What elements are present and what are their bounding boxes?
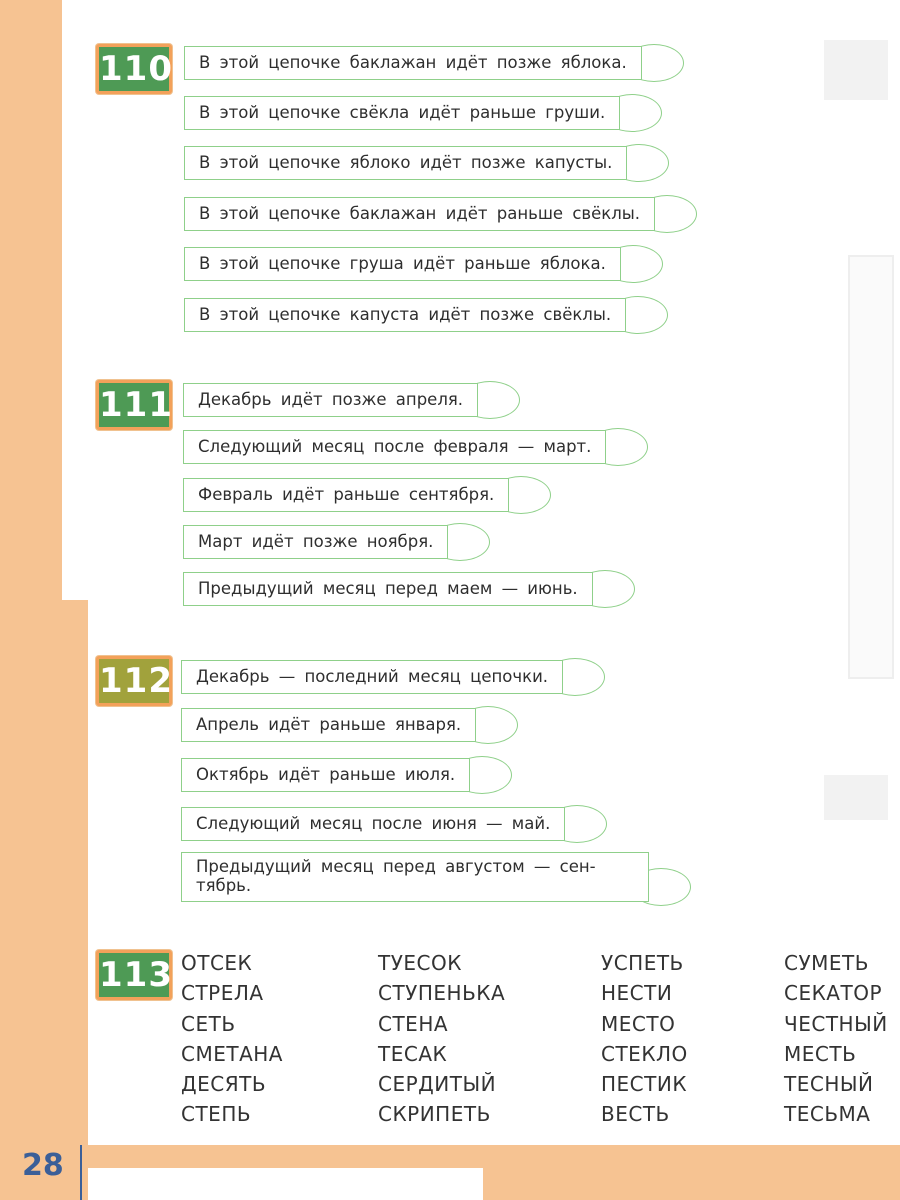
- statement-row[interactable]: [184, 94, 662, 132]
- page-number: 28: [22, 1148, 64, 1183]
- word: СТЕПЬ: [181, 1102, 252, 1127]
- statement-row[interactable]: [184, 44, 684, 82]
- bleed-through-shape: [824, 775, 888, 820]
- word: ТЕСАК: [378, 1041, 448, 1066]
- statement-row[interactable]: [181, 706, 518, 744]
- word-column: [601, 948, 688, 1130]
- word: ДЕСЯТЬ: [181, 1072, 267, 1097]
- bleed-through-shape: [824, 40, 888, 100]
- statement-text: Февраль идёт раньше сентября.: [183, 478, 509, 512]
- word: НЕСТИ: [601, 981, 673, 1006]
- footer-cutout: [88, 1168, 483, 1200]
- word: МЕСТО: [601, 1011, 676, 1036]
- statement-text: Октябрь идёт раньше июля.: [181, 758, 470, 792]
- statement-row[interactable]: [183, 476, 551, 514]
- statement-text: Март идёт позже ноября.: [183, 525, 448, 559]
- statement-text: Предыдущий месяц перед августом — сен-тябрь.: [181, 852, 649, 902]
- word: ОТСЕК: [181, 951, 253, 975]
- statement-row[interactable]: [181, 756, 512, 794]
- statement-text: В этой цепочке капуста идёт позже свёклы.: [184, 298, 626, 332]
- statement-text: Апрель идёт раньше января.: [181, 708, 476, 742]
- word: СКРИПЕТЬ: [378, 1102, 491, 1127]
- statement-row[interactable]: [183, 381, 520, 419]
- statement-text: Декабрь идёт позже апреля.: [183, 383, 478, 417]
- word: СТРЕЛА: [181, 981, 264, 1006]
- word-column: [378, 948, 505, 1130]
- word: МЕСТЬ: [784, 1041, 857, 1066]
- statement-text: В этой цепочке баклажан идёт раньше свёклы.: [184, 197, 655, 231]
- word: СЕКАТОР: [784, 981, 883, 1006]
- word: ВЕСТЬ: [601, 1102, 670, 1127]
- footer-divider: [80, 1145, 82, 1200]
- statement-text: Декабрь — последний месяц цепочки.: [181, 660, 563, 694]
- statement-text: В этой цепочке груша идёт раньше яблока.: [184, 247, 621, 281]
- statement-row[interactable]: [181, 805, 607, 843]
- word: СЕТЬ: [181, 1011, 236, 1036]
- task-number-badge: 111: [96, 380, 172, 430]
- word: ЧЕСТНЫЙ: [784, 1011, 888, 1036]
- word: СТЕКЛО: [601, 1041, 688, 1066]
- task-number-badge: 110: [96, 44, 172, 94]
- word: ПЕСТИК: [601, 1072, 688, 1097]
- statement-row[interactable]: [184, 296, 668, 334]
- statement-text: Следующий месяц после июня — май.: [181, 807, 565, 841]
- word: СТУПЕНЬКА: [378, 981, 506, 1006]
- statement-row[interactable]: [183, 523, 490, 561]
- word: УСПЕТЬ: [601, 951, 684, 975]
- word-column: [784, 948, 888, 1130]
- statement-row[interactable]: [183, 570, 635, 608]
- word: СУМЕТЬ: [784, 951, 869, 975]
- statement-text: В этой цепочке свёкла идёт раньше груши.: [184, 96, 620, 130]
- word: СТЕНА: [378, 1011, 449, 1036]
- page-margin-middle: [0, 600, 88, 1145]
- statement-row[interactable]: [183, 428, 648, 466]
- statement-row[interactable]: [181, 852, 691, 906]
- statement-row[interactable]: [184, 245, 663, 283]
- statement-row[interactable]: [184, 144, 669, 182]
- word: ТУЕСОК: [378, 951, 462, 975]
- bleed-through-strip: [848, 255, 894, 679]
- word: СЕРДИТЫЙ: [378, 1072, 497, 1097]
- task-number-badge: 112: [96, 656, 172, 706]
- word-column: [181, 948, 283, 1130]
- word: ТЕСНЫЙ: [784, 1072, 874, 1097]
- word: СМЕТАНА: [181, 1041, 283, 1066]
- statement-row[interactable]: [181, 658, 605, 696]
- statement-text: В этой цепочке баклажан идёт позже яблока.: [184, 46, 642, 80]
- word: ТЕСЬМА: [784, 1102, 871, 1127]
- task-number-badge: 113: [96, 950, 172, 1000]
- statement-text: Предыдущий месяц перед маем — июнь.: [183, 572, 593, 606]
- statement-row[interactable]: [184, 195, 697, 233]
- statement-text: Следующий месяц после февраля — март.: [183, 430, 606, 464]
- page-margin-top: [0, 0, 62, 600]
- statement-text: В этой цепочке яблоко идёт позже капусты.: [184, 146, 627, 180]
